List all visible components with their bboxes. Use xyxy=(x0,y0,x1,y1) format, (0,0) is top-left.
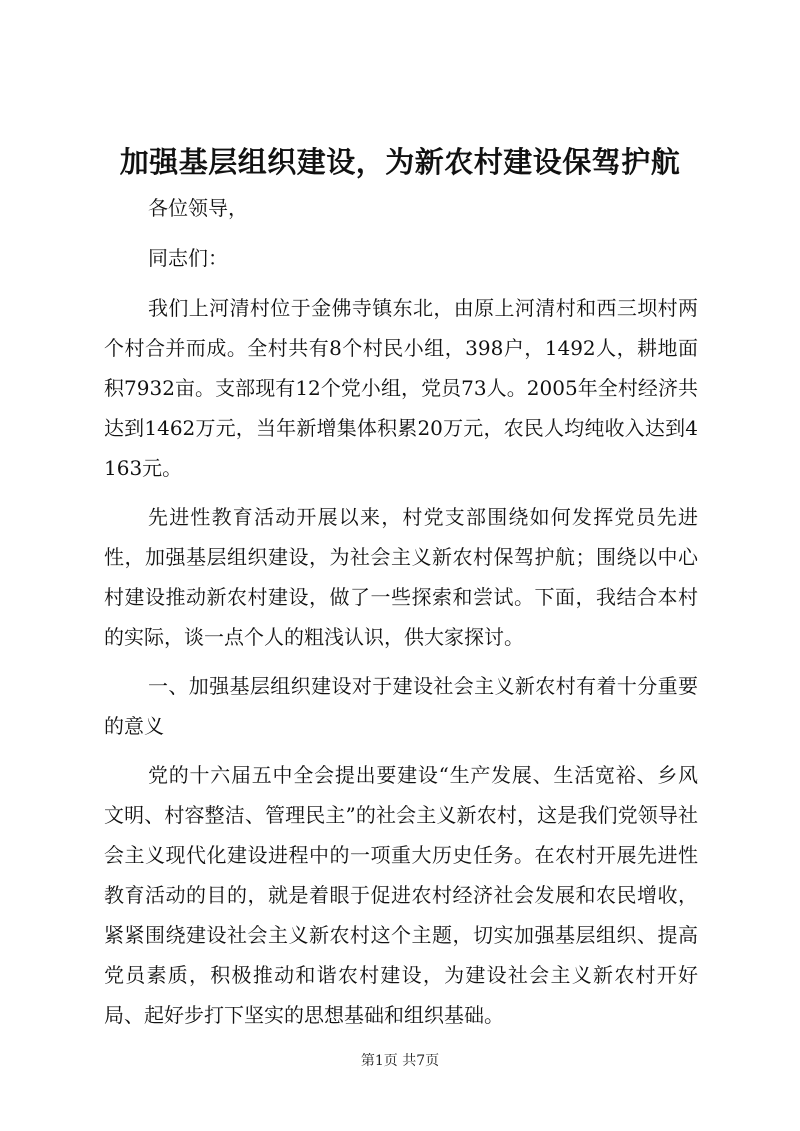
paragraph-education-activity: 先进性教育活动开展以来，村党支部围绕如何发挥党员先进性，加强基层组织建设，为社会主义新农村保驾护航；围绕以中心村建设推动新农村建设，做了一些探索和尝试。下面，我结合本村的实际，谈一点个人的粗浅认识，供大家探讨。 xyxy=(104,505,698,649)
salutation-leaders: 各位领导， xyxy=(148,196,248,220)
document-body xyxy=(104,188,698,1044)
page-number-footer: 第1页 共7页 xyxy=(360,1053,440,1069)
document-title: 加强基层组织建设，为新农村建设保驾护航 xyxy=(119,145,681,179)
salutation-comrades: 同志们： xyxy=(148,246,228,270)
section-heading-1: 一、加强基层组织建设对于建设社会主义新农村有着十分重要的意义 xyxy=(104,674,698,738)
paragraph-village-overview: 我们上河清村位于金佛寺镇东北，由原上河清村和西三坝村两个村合并而成。全村共有8个村民小组，398户，1492人，耕地面积7932亩。支部现有12个党小组，党员73人。2005年全村经济共达到1462万元，当年新增集体积累20万元，农民人均纯收入达到4163元。 xyxy=(104,296,698,480)
paragraph-new-countryside: 党的十六届五中全会提出要建设“生产发展、生活宽裕、乡风文明、村容整洁、管理民主”的社会主义新农村，这是我们党领导社会主义现代化建设进程中的一项重大历史任务。在农村开展先进性教育活动的目的，就是着眼于促进农村经济社会发展和农民增收，紧紧围绕建设社会主义新农村这个主题，切实加强基层组织、提高党员素质，积极推动和谐农村建设，为建设社会主义新农村开好局、起好步打下坚实的思想基础和组织基础。 xyxy=(104,763,698,1027)
